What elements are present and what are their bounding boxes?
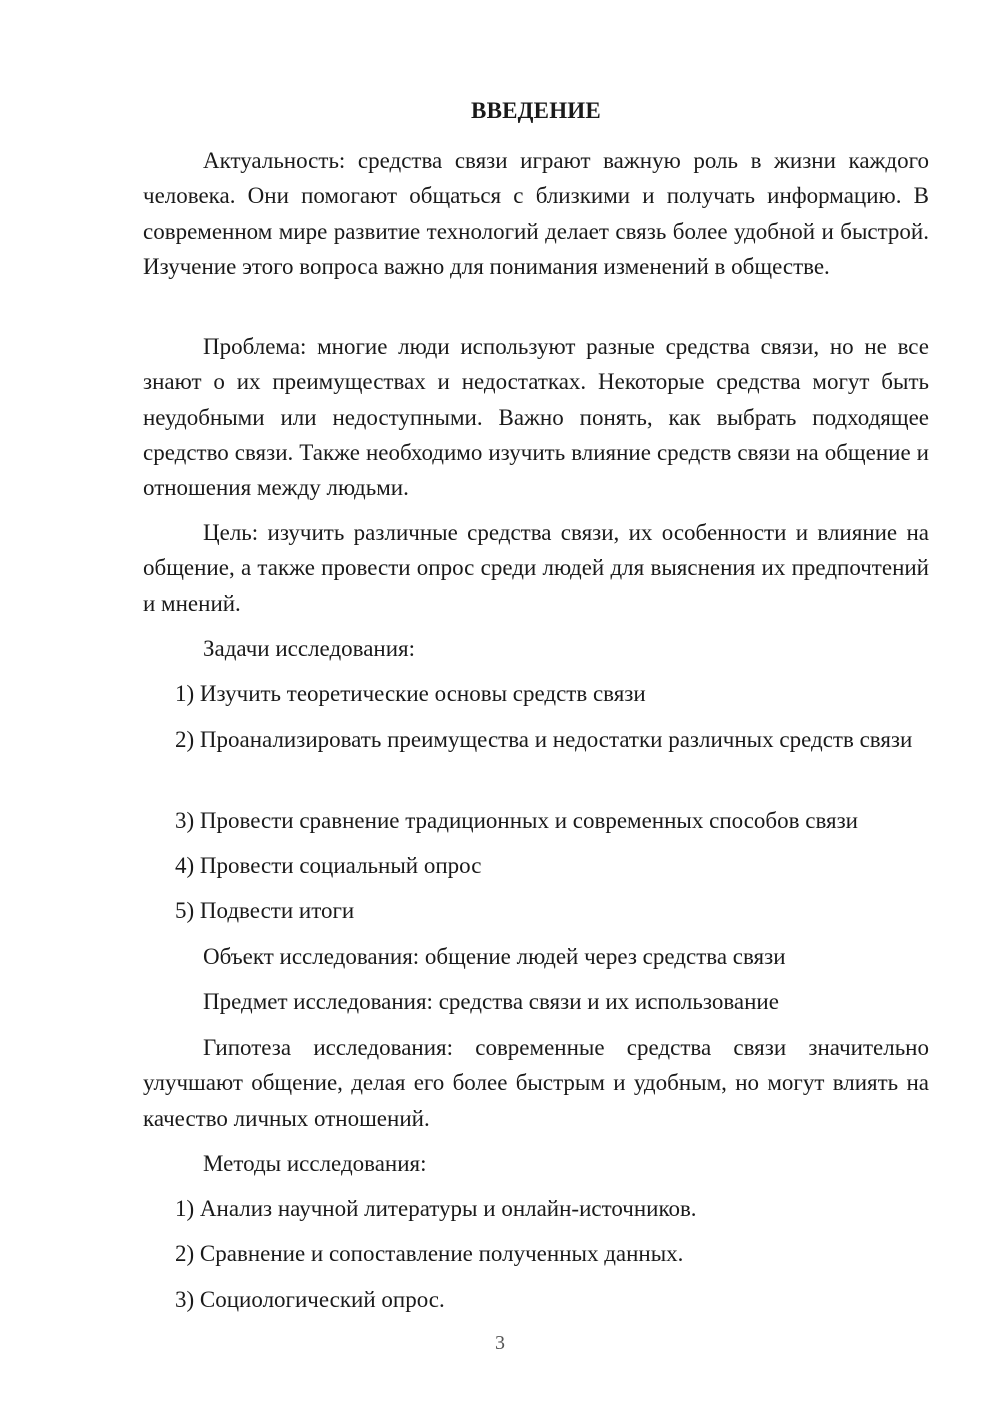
section-heading: ВВЕДЕНИЕ xyxy=(471,98,601,123)
tasks-heading: Задачи исследования: xyxy=(203,636,416,661)
page-number: 3 xyxy=(495,1332,505,1354)
subject-line: Предмет исследования: средства связи и их использование xyxy=(203,989,779,1014)
methods-heading: Методы исследования: xyxy=(203,1151,427,1176)
task-item: 4) Провести социальный опрос xyxy=(175,853,482,878)
method-item: 3) Социологический опрос. xyxy=(175,1287,445,1312)
method-item: 1) Анализ научной литературы и онлайн-источников. xyxy=(175,1196,697,1221)
task-item: 2) Проанализировать преимущества и недостатки различных средств связи xyxy=(175,727,913,752)
goal-paragraph: Цель: изучить различные средства связи, их особенности и влияние на общение, а также провести опрос среди людей для выяснения их предпочтений и мнений. xyxy=(143,520,929,616)
relevance-paragraph: Актуальность: средства связи играют важную роль в жизни каждого человека. Они помогают общаться с близкими и получать информацию. В современном мире развитие технологий делает связь более удобной и быстрой. Изучение этого вопроса важно для понимания изменений в обществе. xyxy=(143,148,929,279)
task-item: 3) Провести сравнение традиционных и современных способов связи xyxy=(175,808,858,833)
hypothesis-paragraph: Гипотеза исследования: современные средства связи значительно улучшают общение, делая его более быстрым и удобным, но могут влиять на качество личных отношений. xyxy=(143,1035,929,1131)
task-item: 1) Изучить теоретические основы средств связи xyxy=(175,681,646,706)
problem-paragraph: Проблема: многие люди используют разные средства связи, но не все знают о их преимуществах и недостатках. Некоторые средства могут быть неудобными или недоступными. Важно понять, как выбрать подходящее средство связи. Также необходимо изучить влияние средств связи на общение и отношения между людьми. xyxy=(143,334,929,501)
task-item: 5) Подвести итоги xyxy=(175,898,355,923)
object-line: Объект исследования: общение людей через средства связи xyxy=(203,944,786,969)
method-item: 2) Сравнение и сопоставление полученных данных. xyxy=(175,1241,684,1266)
